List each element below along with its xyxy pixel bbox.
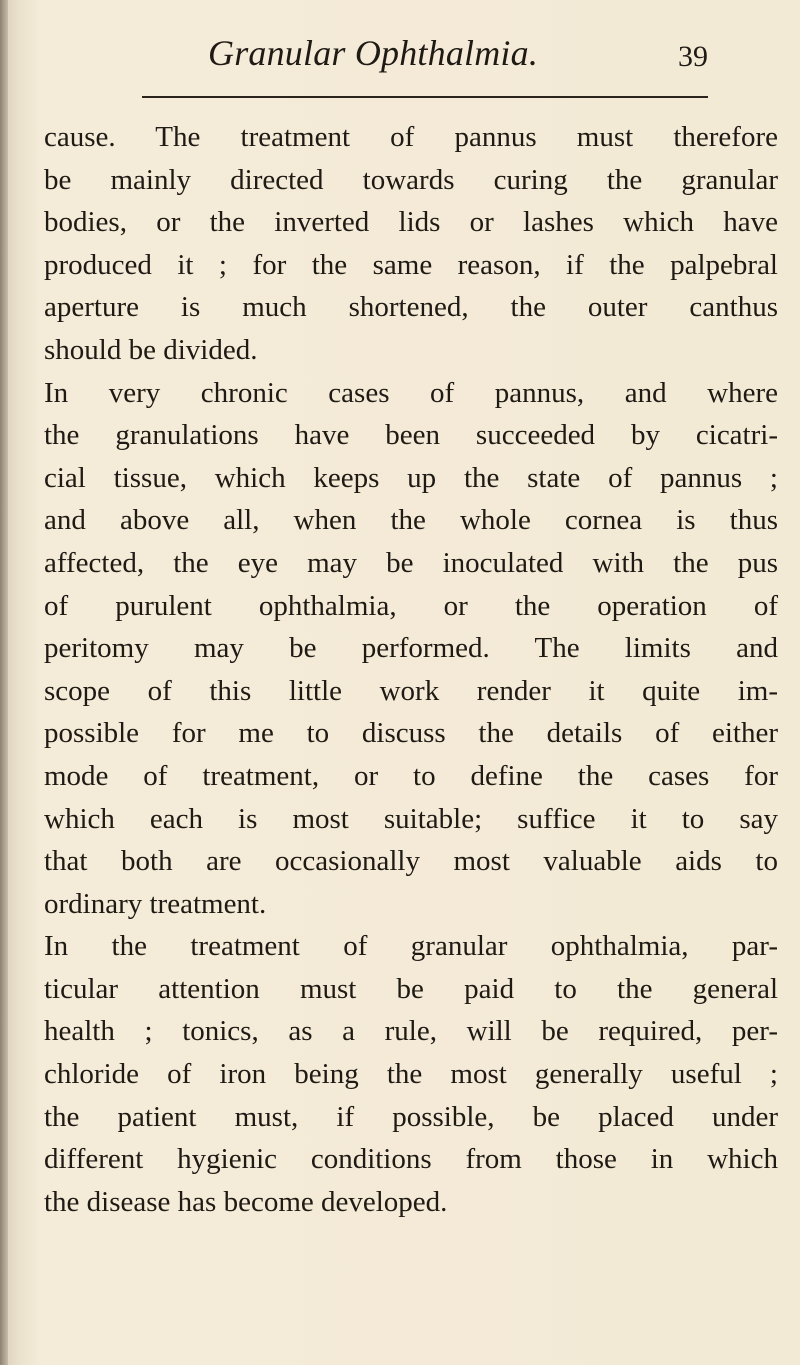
text-line: affected, the eye may be inoculated with the pus — [44, 546, 778, 579]
running-head: Granular Ophthalmia. — [208, 33, 539, 73]
text-line: and above all, when the whole cornea is thus — [44, 504, 778, 537]
text-line: the disease has become developed. — [44, 1185, 448, 1218]
text-line: peritomy may be performed. The limits and — [44, 632, 778, 665]
text-line: that both are occasionally most valuable aids to — [44, 845, 778, 878]
page-header — [45, 28, 715, 88]
page-edge — [0, 0, 8, 1365]
header-rule — [142, 96, 708, 98]
text-line: different hygienic conditions from those in which — [44, 1143, 778, 1176]
text-line: which each is most suitable; suffice it to say — [44, 802, 778, 835]
text-line: health ; tonics, as a rule, will be required, per- — [44, 1015, 778, 1048]
text-line: produced it ; for the same reason, if the palpebral — [44, 248, 778, 281]
text-line: aperture is much shortened, the outer canthus — [44, 291, 778, 324]
text-line: In very chronic cases of pannus, and where — [44, 376, 778, 409]
page-number: 39 — [678, 40, 708, 73]
text-line: chloride of iron being the most generally useful ; — [44, 1058, 778, 1091]
text-line: the patient must, if possible, be placed under — [44, 1100, 778, 1133]
text-line: cial tissue, which keeps up the state of pannus ; — [44, 461, 778, 494]
text-line: should be divided. — [44, 333, 258, 366]
text-line: the granulations have been succeeded by cicatri- — [44, 419, 778, 452]
text-line: mode of treatment, or to define the cases for — [44, 759, 778, 792]
page-body — [44, 116, 778, 1223]
text-line: ticular attention must be paid to the general — [44, 972, 778, 1005]
text-line: of purulent ophthalmia, or the operation of — [44, 589, 778, 622]
text-line: possible for me to discuss the details of either — [44, 717, 778, 750]
text-line: cause. The treatment of pannus must therefore — [44, 121, 778, 153]
text-line: be mainly directed towards curing the granular — [44, 163, 778, 196]
text-line: scope of this little work render it quite im- — [44, 674, 778, 707]
text-line: ordinary treatment. — [44, 887, 267, 920]
text-line: bodies, or the inverted lids or lashes which have — [44, 206, 778, 239]
text-line: In the treatment of granular ophthalmia, par- — [44, 930, 778, 963]
